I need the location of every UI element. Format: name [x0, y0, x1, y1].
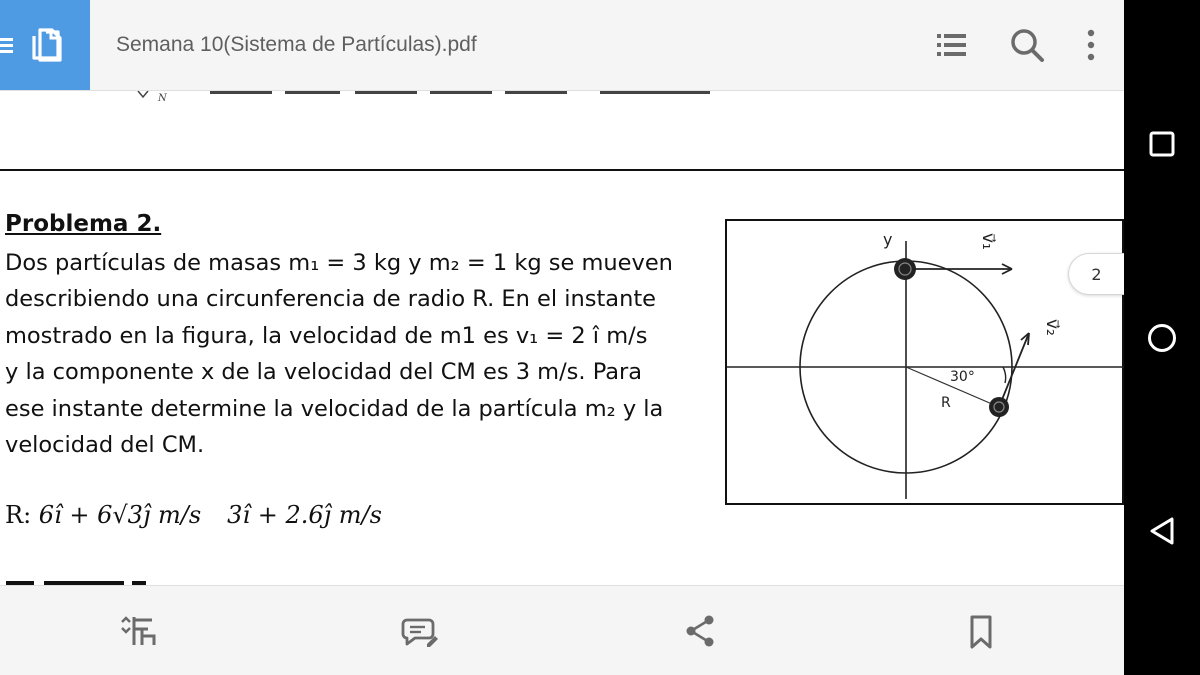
- particle-m2: [989, 397, 1009, 417]
- back-icon: [1142, 511, 1182, 551]
- statement-line: velocidad del CM.: [5, 432, 205, 459]
- document-title: Semana 10(Sistema de Partículas).pdf: [116, 33, 477, 56]
- more-vert-icon: [1068, 22, 1114, 68]
- page-number-badge[interactable]: 2: [1068, 253, 1124, 295]
- search-icon: [1004, 22, 1050, 68]
- v2-arrow: [999, 333, 1029, 407]
- reflow-icon: [116, 608, 162, 654]
- problem-statement: [5, 245, 710, 463]
- v2-label: v⃗₂: [1042, 319, 1062, 336]
- statement-line: ese instante determine la velocidad de la partícula m₂ y la: [5, 395, 664, 422]
- y-axis-label: y: [883, 230, 893, 249]
- search-button[interactable]: [1004, 22, 1050, 68]
- answer-part-1: 6î + 6√3ĵ m/s: [38, 501, 202, 529]
- answer-part-2: 3î + 2.6ĵ m/s: [227, 501, 382, 529]
- problem-title: Problema 2.: [5, 211, 162, 237]
- recents-button[interactable]: [1142, 124, 1182, 164]
- home-icon: [1142, 318, 1182, 358]
- previous-equation-fragment: [130, 91, 890, 103]
- circle-diagram-figure: [725, 219, 1124, 505]
- pdf-page-view[interactable]: [0, 91, 1124, 585]
- answer-prefix: R:: [5, 501, 32, 529]
- statement-line: y la componente x de la velocidad del CM es 3 m/s. Para: [5, 359, 643, 386]
- v1-label: v⃗₁: [978, 233, 998, 250]
- outline-list-icon: [929, 22, 975, 68]
- angle-label: 30°: [950, 369, 975, 385]
- circle-diagram: [727, 221, 1124, 507]
- comment-button[interactable]: [397, 608, 443, 654]
- more-options-button[interactable]: [1068, 22, 1114, 68]
- menu-document-button[interactable]: [0, 0, 90, 90]
- reflow-button[interactable]: [116, 608, 162, 654]
- angle-arc: [1003, 367, 1006, 383]
- svg-text:N: N: [158, 93, 167, 103]
- menu-document-icon: [0, 0, 90, 90]
- top-toolbar: [0, 0, 1124, 91]
- outline-button[interactable]: [929, 22, 975, 68]
- home-button[interactable]: [1142, 318, 1182, 358]
- bookmark-icon: [958, 608, 1004, 654]
- bookmark-button[interactable]: [958, 608, 1004, 654]
- answer-line: [5, 501, 382, 529]
- statement-line: mostrado en la figura, la velocidad de m1 es v₁ = 2 î m/s: [5, 322, 648, 349]
- statement-line: Dos partículas de masas m₁ = 3 kg y m₂ = 1 kg se mueven: [5, 250, 673, 276]
- radius-label: R: [941, 395, 951, 411]
- system-navigation-bar: [1124, 0, 1200, 675]
- particle-m1: [894, 258, 916, 280]
- share-button[interactable]: [678, 608, 724, 654]
- section-divider: [0, 169, 1124, 171]
- comment-icon: [397, 608, 443, 654]
- back-button[interactable]: [1142, 511, 1182, 551]
- statement-line: describiendo una circunferencia de radio R. En el instante: [5, 286, 657, 313]
- bottom-toolbar: [0, 585, 1124, 675]
- share-icon: [678, 608, 724, 654]
- recents-icon: [1142, 124, 1182, 164]
